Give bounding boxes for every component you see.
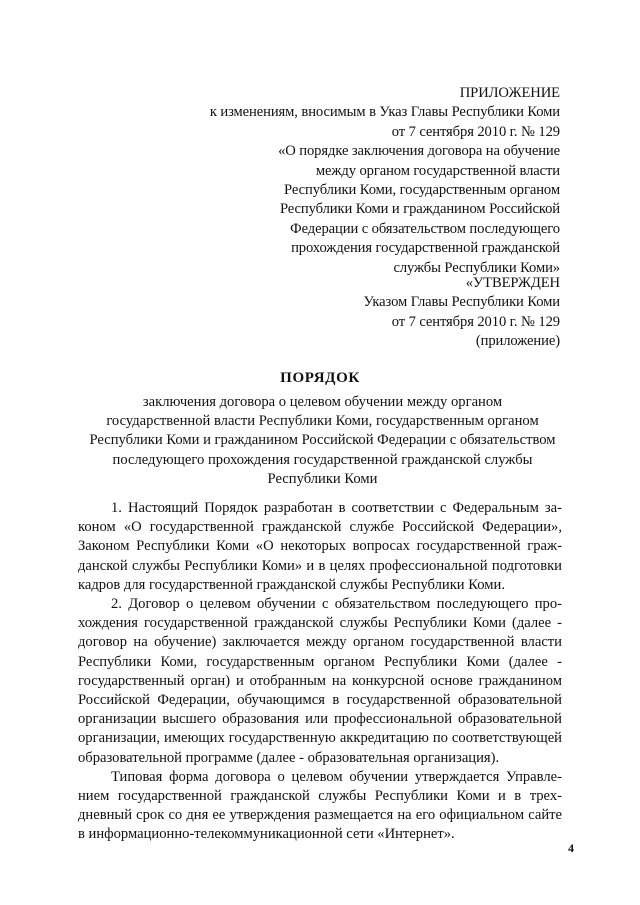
subtitle-line: Республики Коми и гражданином Российской Федерации с обязательством [89, 432, 556, 449]
document-subtitle [40, 393, 605, 489]
document-body [78, 499, 562, 845]
subtitle-line: последующего прохождения государственной гражданской службы [112, 451, 533, 468]
appendix-line: ПРИЛОЖЕНИЕ [459, 85, 560, 101]
paragraph: 1. Настоящий Порядок разработан в соответствии с Федеральным законом «О государственной гражданской службе Российской Федерации», Законом Республики Коми «О некоторых вопросах государственной гражданской службы Республики Коми» и в целях профессиональной подготовки кадров для государственной гражданской службы Республики Коми. [78, 500, 562, 593]
paragraph: 2. Договор о целевом обучении с обязательством последующего прохождения государственной гражданской службы Республики Коми (далее - договор на обучение) заключается между органом государственной власти Республики Коми, государственным органом Республики Коми (далее - государственный орган) и отобранным на конкурсной основе гражданином Российской Федерации, обучающимся в государственной образовательной организации высшего образования или профессиональной образовательной организации, имеющих государственную аккредитацию по соответствующей образовательной программе (далее - образовательная организация). [78, 596, 562, 766]
appendix-line: прохождения государственной гражданской [291, 240, 560, 257]
approval-stamp [363, 274, 560, 352]
appendix-line: службы Республики Коми» [393, 259, 560, 276]
appendix-line: между органом государственной власти [315, 162, 560, 179]
appendix-line: Республики Коми, государственным органом [284, 182, 560, 199]
approval-line: (приложение) [475, 333, 560, 350]
subtitle-line: государственной власти Республики Коми, государственным органом [106, 413, 539, 430]
appendix-line: к изменениям, вносимым в Указ Главы Республики Коми [209, 104, 560, 121]
paragraph: Типовая форма договора о целевом обучении утверждается Управлением государственной гражданской службы Республики Коми и в трехдневный срок со дня ее утверждения размещается на его официальном сайте в информационно-телекоммуникационной сети «Интернет». [78, 768, 562, 843]
approval-line: «УТВЕРЖДЕН [465, 275, 560, 291]
appendix-line: от 7 сентября 2010 г. № 129 [391, 123, 560, 140]
approval-line: Указом Главы Республики Коми [363, 294, 560, 311]
appendix-line: Федерации с обязательством последующего [290, 220, 560, 237]
appendix-header [210, 84, 560, 278]
appendix-line: Республики Коми и гражданином Российской [279, 201, 560, 218]
subtitle-line: заключения договора о целевом обучении между органом [142, 394, 503, 410]
page-number: 4 [568, 841, 574, 855]
approval-line: от 7 сентября 2010 г. № 129 [391, 313, 560, 330]
document-title: ПОРЯДОК [280, 370, 360, 386]
appendix-line: «О порядке заключения договора на обучение [278, 143, 560, 160]
subtitle-line: Республики Коми [267, 470, 378, 487]
